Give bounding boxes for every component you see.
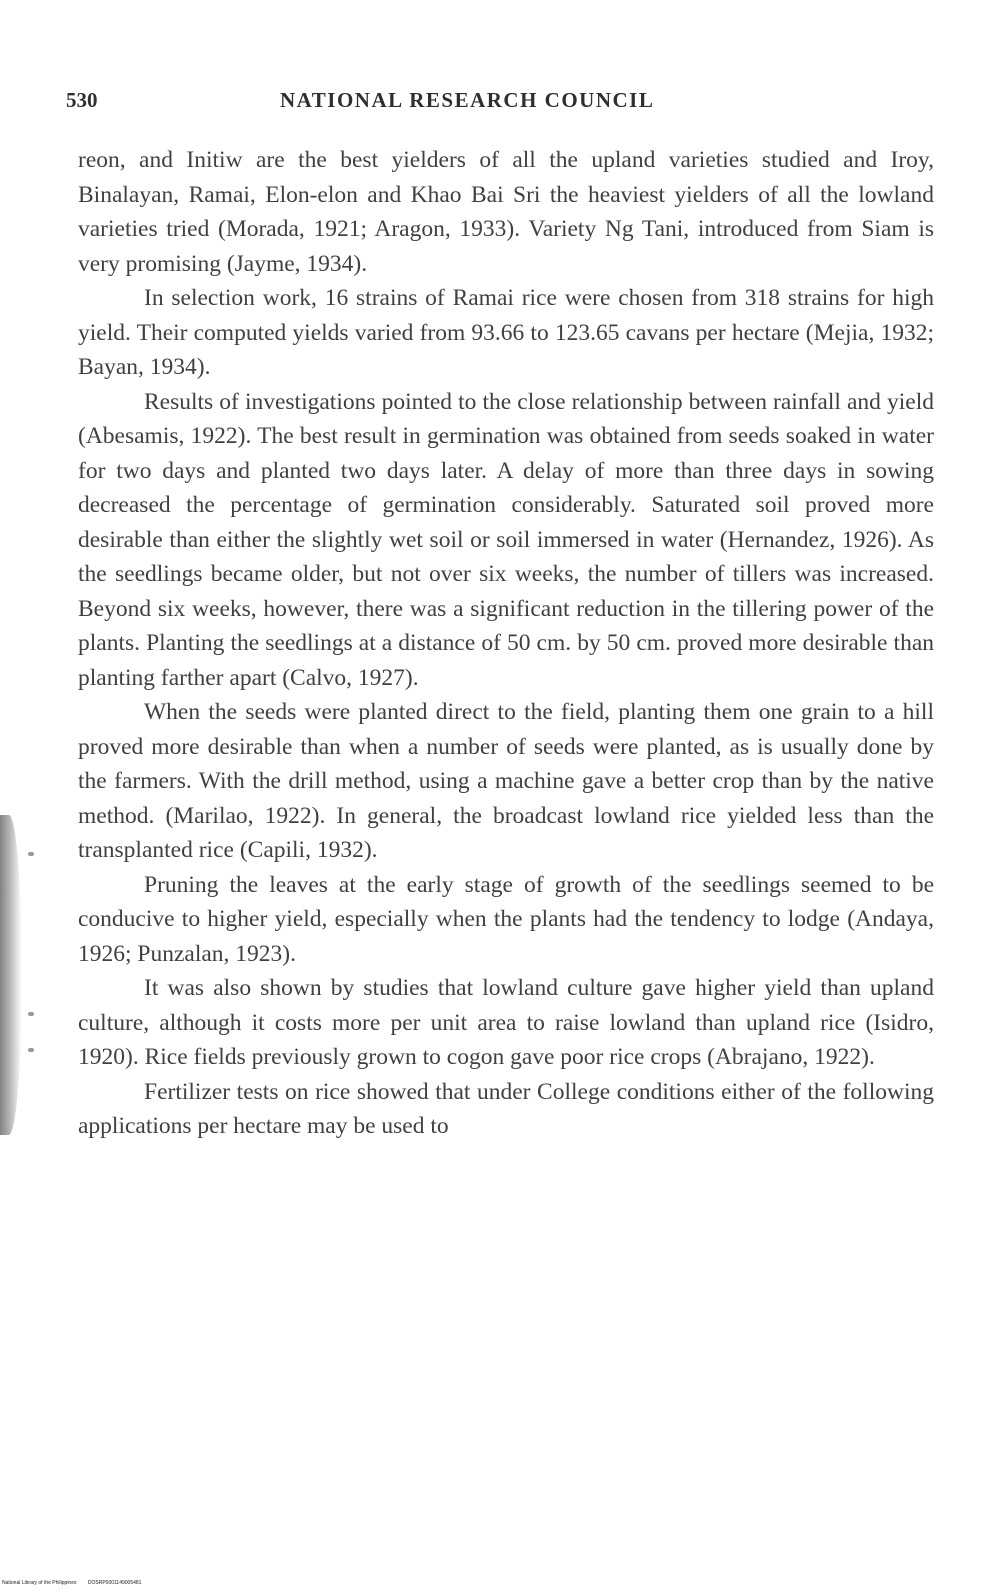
paragraph: It was also shown by studies that lowland culture gave higher yield than upland culture, although it costs more per unit area to raise lowland than upland rice (Isidro, 1920). Rice fields previously grown to cogon gave poor rice crops (Abrajano, 1922). [78,975,934,1070]
scan-speck [28,852,34,856]
paragraph: Pruning the leaves at the early stage of growth of the seedlings seemed to be conducive to higher yield, especially when the plants had the tendency to lodge (Andaya, 1926; Punzalan, 1923). [78,871,934,967]
paragraph: Fertilizer tests on rice showed that under College conditions either of the following applications per hectare may be used to [78,1078,934,1139]
scan-speck [28,1012,34,1016]
paragraph: reon, and Initiw are the best yielders of all the upland varieties studied and Iroy, Binalayan, Ramai, Elon-elon and Khao Bai Sri the heaviest yielders of all the lowland varieties tried (Morada, 1921; Aragon, 1933). Variety Ng Tani, introduced from Siam is very promising (Jayme, 1934). [78,147,934,277]
running-head: NATIONAL RESEARCH COUNCIL [280,88,655,112]
paragraph: In selection work, 16 strains of Ramai rice were chosen from 318 strains for high yield. Their computed yields varied from 93.66 to 123.65 cavans per hectare (Mejia, 1932; Bayan, 1934). [78,285,934,380]
body-text [78,143,934,1144]
paragraph: Results of investigations pointed to the close relationship between rainfall and yield (Abesamis, 1922). The best result in germination was obtained from seeds soaked in water for two days and planted two days later. A delay of more than three days in sowing decreased the percentage of germination considerably. Saturated soil proved more desirable than either the slightly wet soil or soil immersed in water (Hernandez, 1926). As the seedlings became older, but not over six weeks, the number of tillers was increased. Beyond six weeks, however, there was a significant reduction in the tillering power of the plants. Planting the seedlings at a distance of 50 cm. by 50 cm. proved more desirable than planting farther apart (Calvo, 1927). [78,388,934,691]
page-header [66,88,926,118]
scan-speck [28,1048,34,1052]
footer-library: National Library of the Philippines [2,1580,77,1586]
page-number: 530 [66,88,98,112]
binding-shadow [0,815,22,1135]
paragraph: When the seeds were planted direct to the field, planting them one grain to a hill proved more desirable than when a number of seeds were planted, as is usually done by the farmers. With the drill method, using a machine gave a better crop than by the native method. (Marilao, 1922). In general, the broadcast lowland rice yielded less than the transplanted rice (Capili, 1932). [78,699,934,863]
scan-footer [2,1580,151,1586]
footer-code: DOSRP0001149005481 [87,1580,142,1586]
